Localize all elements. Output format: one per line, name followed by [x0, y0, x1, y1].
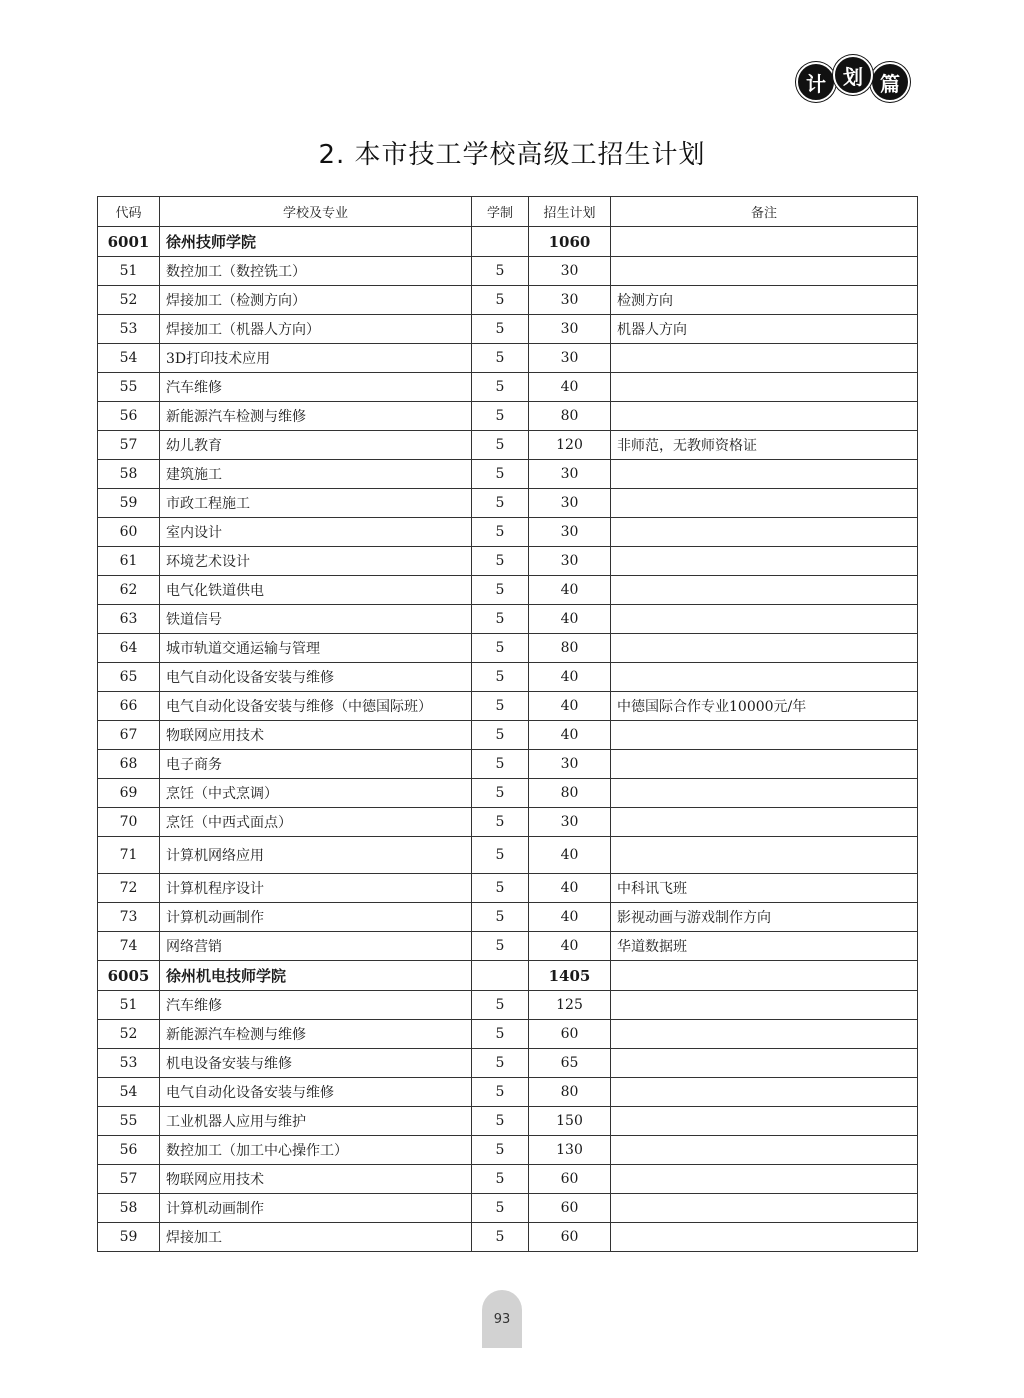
school-row	[98, 227, 918, 257]
column-header-code: 代码	[98, 197, 160, 227]
cell-note	[611, 460, 918, 489]
cell-school-major: 环境艺术设计	[160, 547, 472, 576]
cell-years: 5	[472, 1020, 529, 1049]
cell-years: 5	[472, 286, 529, 315]
cell-note	[611, 634, 918, 663]
cell-school-major: 焊接加工	[160, 1223, 472, 1252]
cell-note	[611, 227, 918, 257]
cell-note: 非师范，无教师资格证	[611, 431, 918, 460]
cell-note	[611, 837, 918, 874]
cell-code: 57	[98, 1165, 160, 1194]
table-row	[98, 779, 918, 808]
cell-plan: 60	[529, 1165, 611, 1194]
cell-school-major: 3D打印技术应用	[160, 344, 472, 373]
table-row	[98, 903, 918, 932]
cell-code: 68	[98, 750, 160, 779]
table-row	[98, 991, 918, 1020]
column-header-plan: 招生计划	[529, 197, 611, 227]
cell-code: 69	[98, 779, 160, 808]
cell-note	[611, 961, 918, 991]
cell-code: 58	[98, 460, 160, 489]
cell-note	[611, 1194, 918, 1223]
table-row	[98, 518, 918, 547]
cell-code: 72	[98, 874, 160, 903]
table-body	[98, 227, 918, 1252]
cell-years: 5	[472, 932, 529, 961]
cell-plan: 40	[529, 721, 611, 750]
table-row	[98, 1078, 918, 1107]
cell-years: 5	[472, 1107, 529, 1136]
badge-char: 篇	[870, 62, 910, 102]
cell-years: 5	[472, 547, 529, 576]
cell-note	[611, 576, 918, 605]
cell-plan: 80	[529, 779, 611, 808]
cell-note	[611, 257, 918, 286]
cell-years: 5	[472, 1194, 529, 1223]
cell-code: 70	[98, 808, 160, 837]
cell-plan: 1405	[529, 961, 611, 991]
cell-note: 影视动画与游戏制作方向	[611, 903, 918, 932]
cell-code: 59	[98, 1223, 160, 1252]
table-row	[98, 808, 918, 837]
cell-years: 5	[472, 1136, 529, 1165]
table-row	[98, 344, 918, 373]
cell-note	[611, 489, 918, 518]
cell-plan: 30	[529, 257, 611, 286]
cell-school-major: 电气自动化设备安装与维修	[160, 1078, 472, 1107]
table-row	[98, 692, 918, 721]
table-row	[98, 605, 918, 634]
cell-years: 5	[472, 874, 529, 903]
cell-note	[611, 1078, 918, 1107]
cell-plan: 30	[529, 518, 611, 547]
cell-years: 5	[472, 315, 529, 344]
cell-plan: 150	[529, 1107, 611, 1136]
cell-plan: 40	[529, 663, 611, 692]
cell-school-major: 电子商务	[160, 750, 472, 779]
cell-school-major: 机电设备安装与维修	[160, 1049, 472, 1078]
cell-years: 5	[472, 1223, 529, 1252]
cell-plan: 65	[529, 1049, 611, 1078]
table-row	[98, 489, 918, 518]
cell-code: 56	[98, 1136, 160, 1165]
cell-code: 59	[98, 489, 160, 518]
table-row	[98, 750, 918, 779]
cell-code: 55	[98, 373, 160, 402]
cell-years: 5	[472, 903, 529, 932]
table-row	[98, 1049, 918, 1078]
cell-note	[611, 779, 918, 808]
cell-plan: 60	[529, 1194, 611, 1223]
cell-plan: 30	[529, 460, 611, 489]
enrollment-plan-table	[97, 196, 918, 1252]
cell-school-major: 电气自动化设备安装与维修	[160, 663, 472, 692]
cell-school-major: 电气化铁道供电	[160, 576, 472, 605]
cell-plan: 40	[529, 373, 611, 402]
cell-code: 60	[98, 518, 160, 547]
cell-code: 64	[98, 634, 160, 663]
cell-code: 6005	[98, 961, 160, 991]
cell-code: 55	[98, 1107, 160, 1136]
column-header-note: 备注	[611, 197, 918, 227]
cell-school-major: 焊接加工（检测方向）	[160, 286, 472, 315]
cell-years: 5	[472, 373, 529, 402]
badge-char: 划	[833, 55, 873, 95]
table-row	[98, 315, 918, 344]
cell-note	[611, 373, 918, 402]
cell-school-major: 幼儿教育	[160, 431, 472, 460]
cell-school-major: 计算机动画制作	[160, 903, 472, 932]
cell-code: 51	[98, 991, 160, 1020]
cell-years	[472, 227, 529, 257]
table-row	[98, 257, 918, 286]
cell-school-major: 新能源汽车检测与维修	[160, 402, 472, 431]
cell-note	[611, 518, 918, 547]
cell-years: 5	[472, 1078, 529, 1107]
table-row	[98, 1136, 918, 1165]
cell-note	[611, 663, 918, 692]
table-row	[98, 547, 918, 576]
cell-note	[611, 605, 918, 634]
cell-note	[611, 402, 918, 431]
table-row	[98, 286, 918, 315]
cell-years: 5	[472, 431, 529, 460]
cell-years: 5	[472, 1049, 529, 1078]
cell-code: 56	[98, 402, 160, 431]
cell-school-major: 徐州技师学院	[160, 227, 472, 257]
cell-plan: 80	[529, 402, 611, 431]
cell-years: 5	[472, 1165, 529, 1194]
cell-school-major: 烹饪（中式烹调）	[160, 779, 472, 808]
cell-plan: 80	[529, 634, 611, 663]
cell-note	[611, 808, 918, 837]
table-row	[98, 1223, 918, 1252]
cell-code: 53	[98, 315, 160, 344]
cell-school-major: 数控加工（加工中心操作工）	[160, 1136, 472, 1165]
column-header-school-major: 学校及专业	[160, 197, 472, 227]
cell-school-major: 铁道信号	[160, 605, 472, 634]
cell-plan: 130	[529, 1136, 611, 1165]
cell-years: 5	[472, 344, 529, 373]
table-row	[98, 663, 918, 692]
cell-plan: 30	[529, 547, 611, 576]
cell-code: 63	[98, 605, 160, 634]
cell-plan: 40	[529, 692, 611, 721]
cell-years: 5	[472, 605, 529, 634]
cell-years: 5	[472, 576, 529, 605]
cell-school-major: 焊接加工（机器人方向）	[160, 315, 472, 344]
cell-plan: 40	[529, 903, 611, 932]
cell-note	[611, 991, 918, 1020]
cell-years: 5	[472, 518, 529, 547]
cell-note	[611, 1223, 918, 1252]
cell-plan: 1060	[529, 227, 611, 257]
cell-plan: 60	[529, 1020, 611, 1049]
cell-note	[611, 1136, 918, 1165]
cell-code: 6001	[98, 227, 160, 257]
cell-years: 5	[472, 460, 529, 489]
cell-years: 5	[472, 489, 529, 518]
cell-note	[611, 547, 918, 576]
table-row	[98, 634, 918, 663]
table-header-row	[98, 197, 918, 227]
table-row	[98, 373, 918, 402]
cell-code: 74	[98, 932, 160, 961]
cell-school-major: 计算机网络应用	[160, 837, 472, 874]
table-row	[98, 460, 918, 489]
cell-plan: 30	[529, 489, 611, 518]
cell-code: 58	[98, 1194, 160, 1223]
cell-code: 52	[98, 1020, 160, 1049]
cell-note	[611, 1020, 918, 1049]
cell-plan: 40	[529, 605, 611, 634]
cell-code: 54	[98, 1078, 160, 1107]
cell-school-major: 新能源汽车检测与维修	[160, 1020, 472, 1049]
table-row	[98, 1020, 918, 1049]
cell-code: 66	[98, 692, 160, 721]
cell-years: 5	[472, 808, 529, 837]
cell-plan: 125	[529, 991, 611, 1020]
cell-plan: 40	[529, 576, 611, 605]
table-row	[98, 874, 918, 903]
cell-school-major: 计算机动画制作	[160, 1194, 472, 1223]
cell-years: 5	[472, 721, 529, 750]
cell-plan: 40	[529, 932, 611, 961]
cell-plan: 30	[529, 315, 611, 344]
table-row	[98, 402, 918, 431]
cell-code: 62	[98, 576, 160, 605]
cell-plan: 30	[529, 808, 611, 837]
column-header-years: 学制	[472, 197, 529, 227]
cell-school-major: 工业机器人应用与维护	[160, 1107, 472, 1136]
cell-years: 5	[472, 663, 529, 692]
cell-code: 71	[98, 837, 160, 874]
cell-school-major: 汽车维修	[160, 373, 472, 402]
cell-years: 5	[472, 634, 529, 663]
cell-note: 检测方向	[611, 286, 918, 315]
cell-school-major: 网络营销	[160, 932, 472, 961]
cell-school-major: 物联网应用技术	[160, 721, 472, 750]
table-row	[98, 1107, 918, 1136]
cell-note	[611, 344, 918, 373]
section-badge	[796, 62, 907, 102]
cell-years	[472, 961, 529, 991]
cell-school-major: 烹饪（中西式面点）	[160, 808, 472, 837]
cell-school-major: 徐州机电技师学院	[160, 961, 472, 991]
cell-note	[611, 1107, 918, 1136]
cell-school-major: 建筑施工	[160, 460, 472, 489]
cell-years: 5	[472, 402, 529, 431]
table-row	[98, 932, 918, 961]
cell-plan: 30	[529, 750, 611, 779]
cell-school-major: 城市轨道交通运输与管理	[160, 634, 472, 663]
cell-note: 华道数据班	[611, 932, 918, 961]
cell-code: 57	[98, 431, 160, 460]
cell-note: 中科讯飞班	[611, 874, 918, 903]
table-row	[98, 837, 918, 874]
cell-school-major: 室内设计	[160, 518, 472, 547]
cell-note	[611, 721, 918, 750]
cell-note: 机器人方向	[611, 315, 918, 344]
cell-note: 中德国际合作专业10000元/年	[611, 692, 918, 721]
cell-plan: 30	[529, 286, 611, 315]
cell-years: 5	[472, 991, 529, 1020]
cell-note	[611, 1165, 918, 1194]
badge-char: 计	[796, 62, 836, 102]
cell-school-major: 数控加工（数控铣工）	[160, 257, 472, 286]
cell-plan: 80	[529, 1078, 611, 1107]
cell-code: 73	[98, 903, 160, 932]
cell-plan: 60	[529, 1223, 611, 1252]
cell-note	[611, 750, 918, 779]
cell-years: 5	[472, 692, 529, 721]
page-title: 2. 本市技工学校高级工招生计划	[318, 140, 706, 170]
cell-plan: 40	[529, 837, 611, 874]
cell-school-major: 电气自动化设备安装与维修（中德国际班）	[160, 692, 472, 721]
table-row	[98, 721, 918, 750]
cell-school-major: 计算机程序设计	[160, 874, 472, 903]
cell-years: 5	[472, 837, 529, 874]
table-row	[98, 1194, 918, 1223]
cell-code: 67	[98, 721, 160, 750]
cell-years: 5	[472, 257, 529, 286]
cell-code: 51	[98, 257, 160, 286]
cell-plan: 40	[529, 874, 611, 903]
cell-code: 65	[98, 663, 160, 692]
school-row	[98, 961, 918, 991]
cell-note	[611, 1049, 918, 1078]
cell-code: 54	[98, 344, 160, 373]
cell-school-major: 汽车维修	[160, 991, 472, 1020]
table-row	[98, 576, 918, 605]
cell-code: 61	[98, 547, 160, 576]
cell-plan: 30	[529, 344, 611, 373]
cell-years: 5	[472, 779, 529, 808]
cell-years: 5	[472, 750, 529, 779]
cell-code: 52	[98, 286, 160, 315]
page-number: 93	[482, 1290, 522, 1348]
cell-code: 53	[98, 1049, 160, 1078]
table-row	[98, 431, 918, 460]
cell-school-major: 市政工程施工	[160, 489, 472, 518]
table-row	[98, 1165, 918, 1194]
cell-plan: 120	[529, 431, 611, 460]
cell-school-major: 物联网应用技术	[160, 1165, 472, 1194]
